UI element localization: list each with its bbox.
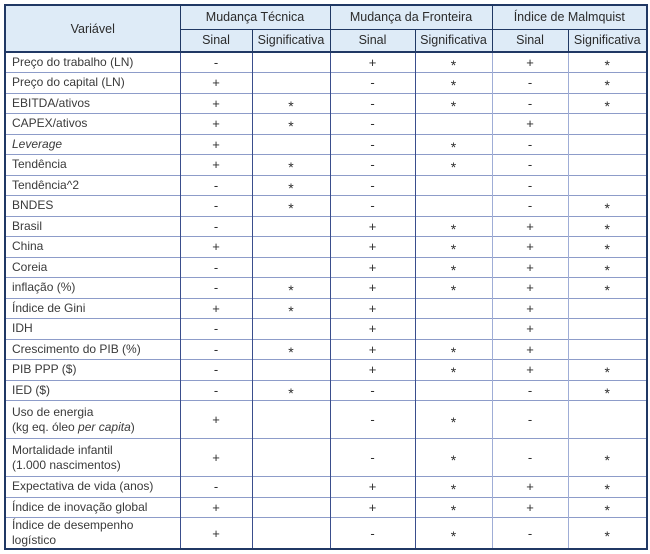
cell-mf-sinal: + bbox=[330, 339, 415, 360]
cell-mf-sinal: - bbox=[330, 134, 415, 155]
cell-mt-significativa bbox=[252, 477, 330, 498]
cell-mf-significativa: * bbox=[415, 401, 492, 439]
table-row bbox=[5, 93, 647, 114]
cell-im-sinal: + bbox=[492, 52, 568, 73]
cell-im-significativa bbox=[568, 401, 647, 439]
cell-im-sinal: - bbox=[492, 401, 568, 439]
cell-im-significativa bbox=[568, 114, 647, 135]
cell-im-sinal: - bbox=[492, 134, 568, 155]
subheader-mt-sinal: Sinal bbox=[180, 29, 252, 52]
cell-mf-significativa: * bbox=[415, 155, 492, 176]
table-row bbox=[5, 380, 647, 401]
cell-im-significativa bbox=[568, 319, 647, 340]
cell-mt-sinal: + bbox=[180, 93, 252, 114]
cell-im-significativa bbox=[568, 339, 647, 360]
row-label: IED ($) bbox=[5, 380, 180, 401]
table-row bbox=[5, 477, 647, 498]
cell-mf-significativa: * bbox=[415, 477, 492, 498]
cell-mt-significativa: * bbox=[252, 298, 330, 319]
cell-mf-significativa: * bbox=[415, 439, 492, 477]
row-label: Preço do trabalho (LN) bbox=[5, 52, 180, 73]
cell-mf-sinal: + bbox=[330, 52, 415, 73]
cell-mt-significativa: * bbox=[252, 196, 330, 217]
cell-mf-significativa bbox=[415, 298, 492, 319]
cell-mt-significativa bbox=[252, 134, 330, 155]
cell-mt-significativa bbox=[252, 360, 330, 381]
cell-mt-sinal: - bbox=[180, 339, 252, 360]
results-table bbox=[4, 4, 648, 550]
cell-im-sinal: - bbox=[492, 196, 568, 217]
cell-mf-sinal: + bbox=[330, 278, 415, 299]
table-row bbox=[5, 257, 647, 278]
cell-mf-significativa: * bbox=[415, 216, 492, 237]
cell-mt-significativa bbox=[252, 73, 330, 94]
cell-mt-sinal: - bbox=[180, 360, 252, 381]
cell-im-significativa: * bbox=[568, 439, 647, 477]
row-label: Uso de energia (kg eq. óleo per capita) bbox=[5, 401, 180, 439]
row-label: Mortalidade infantil (1.000 nascimentos) bbox=[5, 439, 180, 477]
cell-mt-significativa: * bbox=[252, 339, 330, 360]
row-label: Leverage bbox=[5, 134, 180, 155]
cell-im-sinal: - bbox=[492, 175, 568, 196]
row-label: PIB PPP ($) bbox=[5, 360, 180, 381]
table-row bbox=[5, 401, 647, 439]
cell-mf-sinal: + bbox=[330, 477, 415, 498]
cell-mf-significativa bbox=[415, 196, 492, 217]
cell-mt-significativa: * bbox=[252, 380, 330, 401]
cell-mt-sinal: - bbox=[180, 52, 252, 73]
cell-im-sinal: - bbox=[492, 380, 568, 401]
cell-mt-sinal: - bbox=[180, 380, 252, 401]
cell-im-significativa: * bbox=[568, 237, 647, 258]
cell-mf-significativa: * bbox=[415, 93, 492, 114]
cell-im-sinal: - bbox=[492, 518, 568, 550]
cell-mf-significativa: * bbox=[415, 134, 492, 155]
cell-mf-sinal: + bbox=[330, 237, 415, 258]
cell-mt-sinal: - bbox=[180, 175, 252, 196]
cell-im-significativa bbox=[568, 134, 647, 155]
cell-im-significativa: * bbox=[568, 52, 647, 73]
cell-mf-significativa bbox=[415, 380, 492, 401]
cell-im-sinal: + bbox=[492, 298, 568, 319]
subheader-im-significativa: Significativa bbox=[568, 29, 647, 52]
cell-mt-significativa bbox=[252, 439, 330, 477]
row-label: EBITDA/ativos bbox=[5, 93, 180, 114]
cell-mf-significativa: * bbox=[415, 360, 492, 381]
cell-mf-significativa: * bbox=[415, 278, 492, 299]
cell-im-sinal: + bbox=[492, 339, 568, 360]
cell-mt-sinal: - bbox=[180, 477, 252, 498]
table-row bbox=[5, 114, 647, 135]
cell-mf-significativa: * bbox=[415, 518, 492, 550]
cell-im-sinal: - bbox=[492, 93, 568, 114]
cell-im-significativa: * bbox=[568, 497, 647, 518]
table-row bbox=[5, 134, 647, 155]
cell-mf-sinal: - bbox=[330, 155, 415, 176]
cell-mt-significativa bbox=[252, 216, 330, 237]
cell-mf-sinal: - bbox=[330, 401, 415, 439]
cell-im-significativa: * bbox=[568, 380, 647, 401]
table-row bbox=[5, 319, 647, 340]
cell-im-significativa: * bbox=[568, 257, 647, 278]
cell-mf-sinal: + bbox=[330, 319, 415, 340]
cell-mf-sinal: - bbox=[330, 93, 415, 114]
table-row bbox=[5, 439, 647, 477]
cell-mf-sinal: + bbox=[330, 216, 415, 237]
table-header bbox=[5, 5, 647, 52]
cell-mt-sinal: + bbox=[180, 237, 252, 258]
cell-mt-sinal: + bbox=[180, 114, 252, 135]
cell-im-significativa: * bbox=[568, 278, 647, 299]
cell-mt-sinal: - bbox=[180, 216, 252, 237]
table-row bbox=[5, 497, 647, 518]
cell-mt-significativa: * bbox=[252, 155, 330, 176]
table-row bbox=[5, 196, 647, 217]
column-header-variavel: Variável bbox=[5, 5, 180, 52]
table-row bbox=[5, 155, 647, 176]
cell-mt-significativa bbox=[252, 52, 330, 73]
cell-mf-significativa: * bbox=[415, 339, 492, 360]
cell-mt-sinal: + bbox=[180, 401, 252, 439]
cell-im-sinal: + bbox=[492, 114, 568, 135]
cell-im-significativa bbox=[568, 155, 647, 176]
row-label: IDH bbox=[5, 319, 180, 340]
table-row bbox=[5, 360, 647, 381]
cell-mf-sinal: - bbox=[330, 73, 415, 94]
cell-mf-significativa bbox=[415, 319, 492, 340]
subheader-im-sinal: Sinal bbox=[492, 29, 568, 52]
cell-mt-sinal: + bbox=[180, 155, 252, 176]
cell-im-significativa: * bbox=[568, 73, 647, 94]
row-label: Coreia bbox=[5, 257, 180, 278]
cell-mt-significativa bbox=[252, 401, 330, 439]
row-label: Índice de desempenho logístico bbox=[5, 518, 180, 550]
row-label: Índice de inovação global bbox=[5, 497, 180, 518]
table-row bbox=[5, 518, 647, 550]
cell-mf-sinal: + bbox=[330, 497, 415, 518]
row-label: CAPEX/ativos bbox=[5, 114, 180, 135]
cell-mf-sinal: - bbox=[330, 518, 415, 550]
cell-im-significativa: * bbox=[568, 216, 647, 237]
cell-im-sinal: + bbox=[492, 278, 568, 299]
cell-mt-sinal: + bbox=[180, 134, 252, 155]
cell-im-sinal: + bbox=[492, 216, 568, 237]
row-label: BNDES bbox=[5, 196, 180, 217]
subheader-mf-significativa: Significativa bbox=[415, 29, 492, 52]
cell-im-sinal: + bbox=[492, 257, 568, 278]
cell-mf-significativa: * bbox=[415, 52, 492, 73]
table-row bbox=[5, 339, 647, 360]
column-header-mudanca-tecnica: Mudança Técnica bbox=[180, 5, 330, 29]
cell-im-sinal: + bbox=[492, 237, 568, 258]
table-row bbox=[5, 73, 647, 94]
cell-mf-significativa bbox=[415, 114, 492, 135]
table-row bbox=[5, 298, 647, 319]
cell-mt-sinal: - bbox=[180, 278, 252, 299]
row-label: Tendência bbox=[5, 155, 180, 176]
cell-mf-significativa: * bbox=[415, 73, 492, 94]
cell-mf-significativa: * bbox=[415, 237, 492, 258]
table-body bbox=[5, 52, 647, 549]
cell-mt-sinal: + bbox=[180, 497, 252, 518]
cell-mf-sinal: - bbox=[330, 380, 415, 401]
cell-mf-sinal: + bbox=[330, 360, 415, 381]
row-label: Preço do capital (LN) bbox=[5, 73, 180, 94]
cell-mf-sinal: - bbox=[330, 196, 415, 217]
cell-im-significativa: * bbox=[568, 93, 647, 114]
cell-im-sinal: - bbox=[492, 155, 568, 176]
cell-mf-significativa: * bbox=[415, 497, 492, 518]
cell-im-significativa bbox=[568, 298, 647, 319]
cell-mf-sinal: - bbox=[330, 175, 415, 196]
row-label: Brasil bbox=[5, 216, 180, 237]
cell-mt-sinal: - bbox=[180, 257, 252, 278]
cell-mt-sinal: + bbox=[180, 73, 252, 94]
row-label: inflação (%) bbox=[5, 278, 180, 299]
cell-mt-significativa bbox=[252, 237, 330, 258]
table-row bbox=[5, 216, 647, 237]
row-label: Crescimento do PIB (%) bbox=[5, 339, 180, 360]
cell-mf-sinal: - bbox=[330, 114, 415, 135]
header-group-row bbox=[5, 5, 647, 29]
column-header-mudanca-da-fronteira: Mudança da Fronteira bbox=[330, 5, 492, 29]
cell-im-significativa: * bbox=[568, 518, 647, 550]
cell-im-sinal: - bbox=[492, 73, 568, 94]
cell-mt-sinal: + bbox=[180, 439, 252, 477]
row-label: Expectativa de vida (anos) bbox=[5, 477, 180, 498]
cell-mt-significativa bbox=[252, 319, 330, 340]
table-row bbox=[5, 52, 647, 73]
cell-mt-significativa: * bbox=[252, 175, 330, 196]
cell-im-sinal: + bbox=[492, 319, 568, 340]
cell-im-significativa: * bbox=[568, 477, 647, 498]
cell-mt-sinal: + bbox=[180, 298, 252, 319]
subheader-mf-sinal: Sinal bbox=[330, 29, 415, 52]
cell-im-significativa: * bbox=[568, 196, 647, 217]
table-row bbox=[5, 175, 647, 196]
row-label: Índice de Gini bbox=[5, 298, 180, 319]
cell-mf-significativa bbox=[415, 175, 492, 196]
cell-im-sinal: + bbox=[492, 477, 568, 498]
cell-im-sinal: + bbox=[492, 497, 568, 518]
cell-mf-significativa: * bbox=[415, 257, 492, 278]
row-label: China bbox=[5, 237, 180, 258]
cell-im-sinal: + bbox=[492, 360, 568, 381]
cell-mt-significativa: * bbox=[252, 93, 330, 114]
cell-mf-sinal: + bbox=[330, 298, 415, 319]
cell-mt-significativa: * bbox=[252, 278, 330, 299]
column-header-indice-de-malmquist: Índice de Malmquist bbox=[492, 5, 647, 29]
cell-mt-sinal: + bbox=[180, 518, 252, 550]
row-label: Tendência^2 bbox=[5, 175, 180, 196]
table-row bbox=[5, 278, 647, 299]
cell-mt-sinal: - bbox=[180, 319, 252, 340]
cell-mt-significativa: * bbox=[252, 114, 330, 135]
subheader-mt-significativa: Significativa bbox=[252, 29, 330, 52]
cell-mt-significativa bbox=[252, 257, 330, 278]
cell-im-significativa bbox=[568, 175, 647, 196]
cell-im-significativa: * bbox=[568, 360, 647, 381]
cell-mt-significativa bbox=[252, 518, 330, 550]
cell-mf-sinal: + bbox=[330, 257, 415, 278]
table-row bbox=[5, 237, 647, 258]
cell-mt-significativa bbox=[252, 497, 330, 518]
cell-mf-sinal: - bbox=[330, 439, 415, 477]
cell-im-sinal: - bbox=[492, 439, 568, 477]
cell-mt-sinal: - bbox=[180, 196, 252, 217]
